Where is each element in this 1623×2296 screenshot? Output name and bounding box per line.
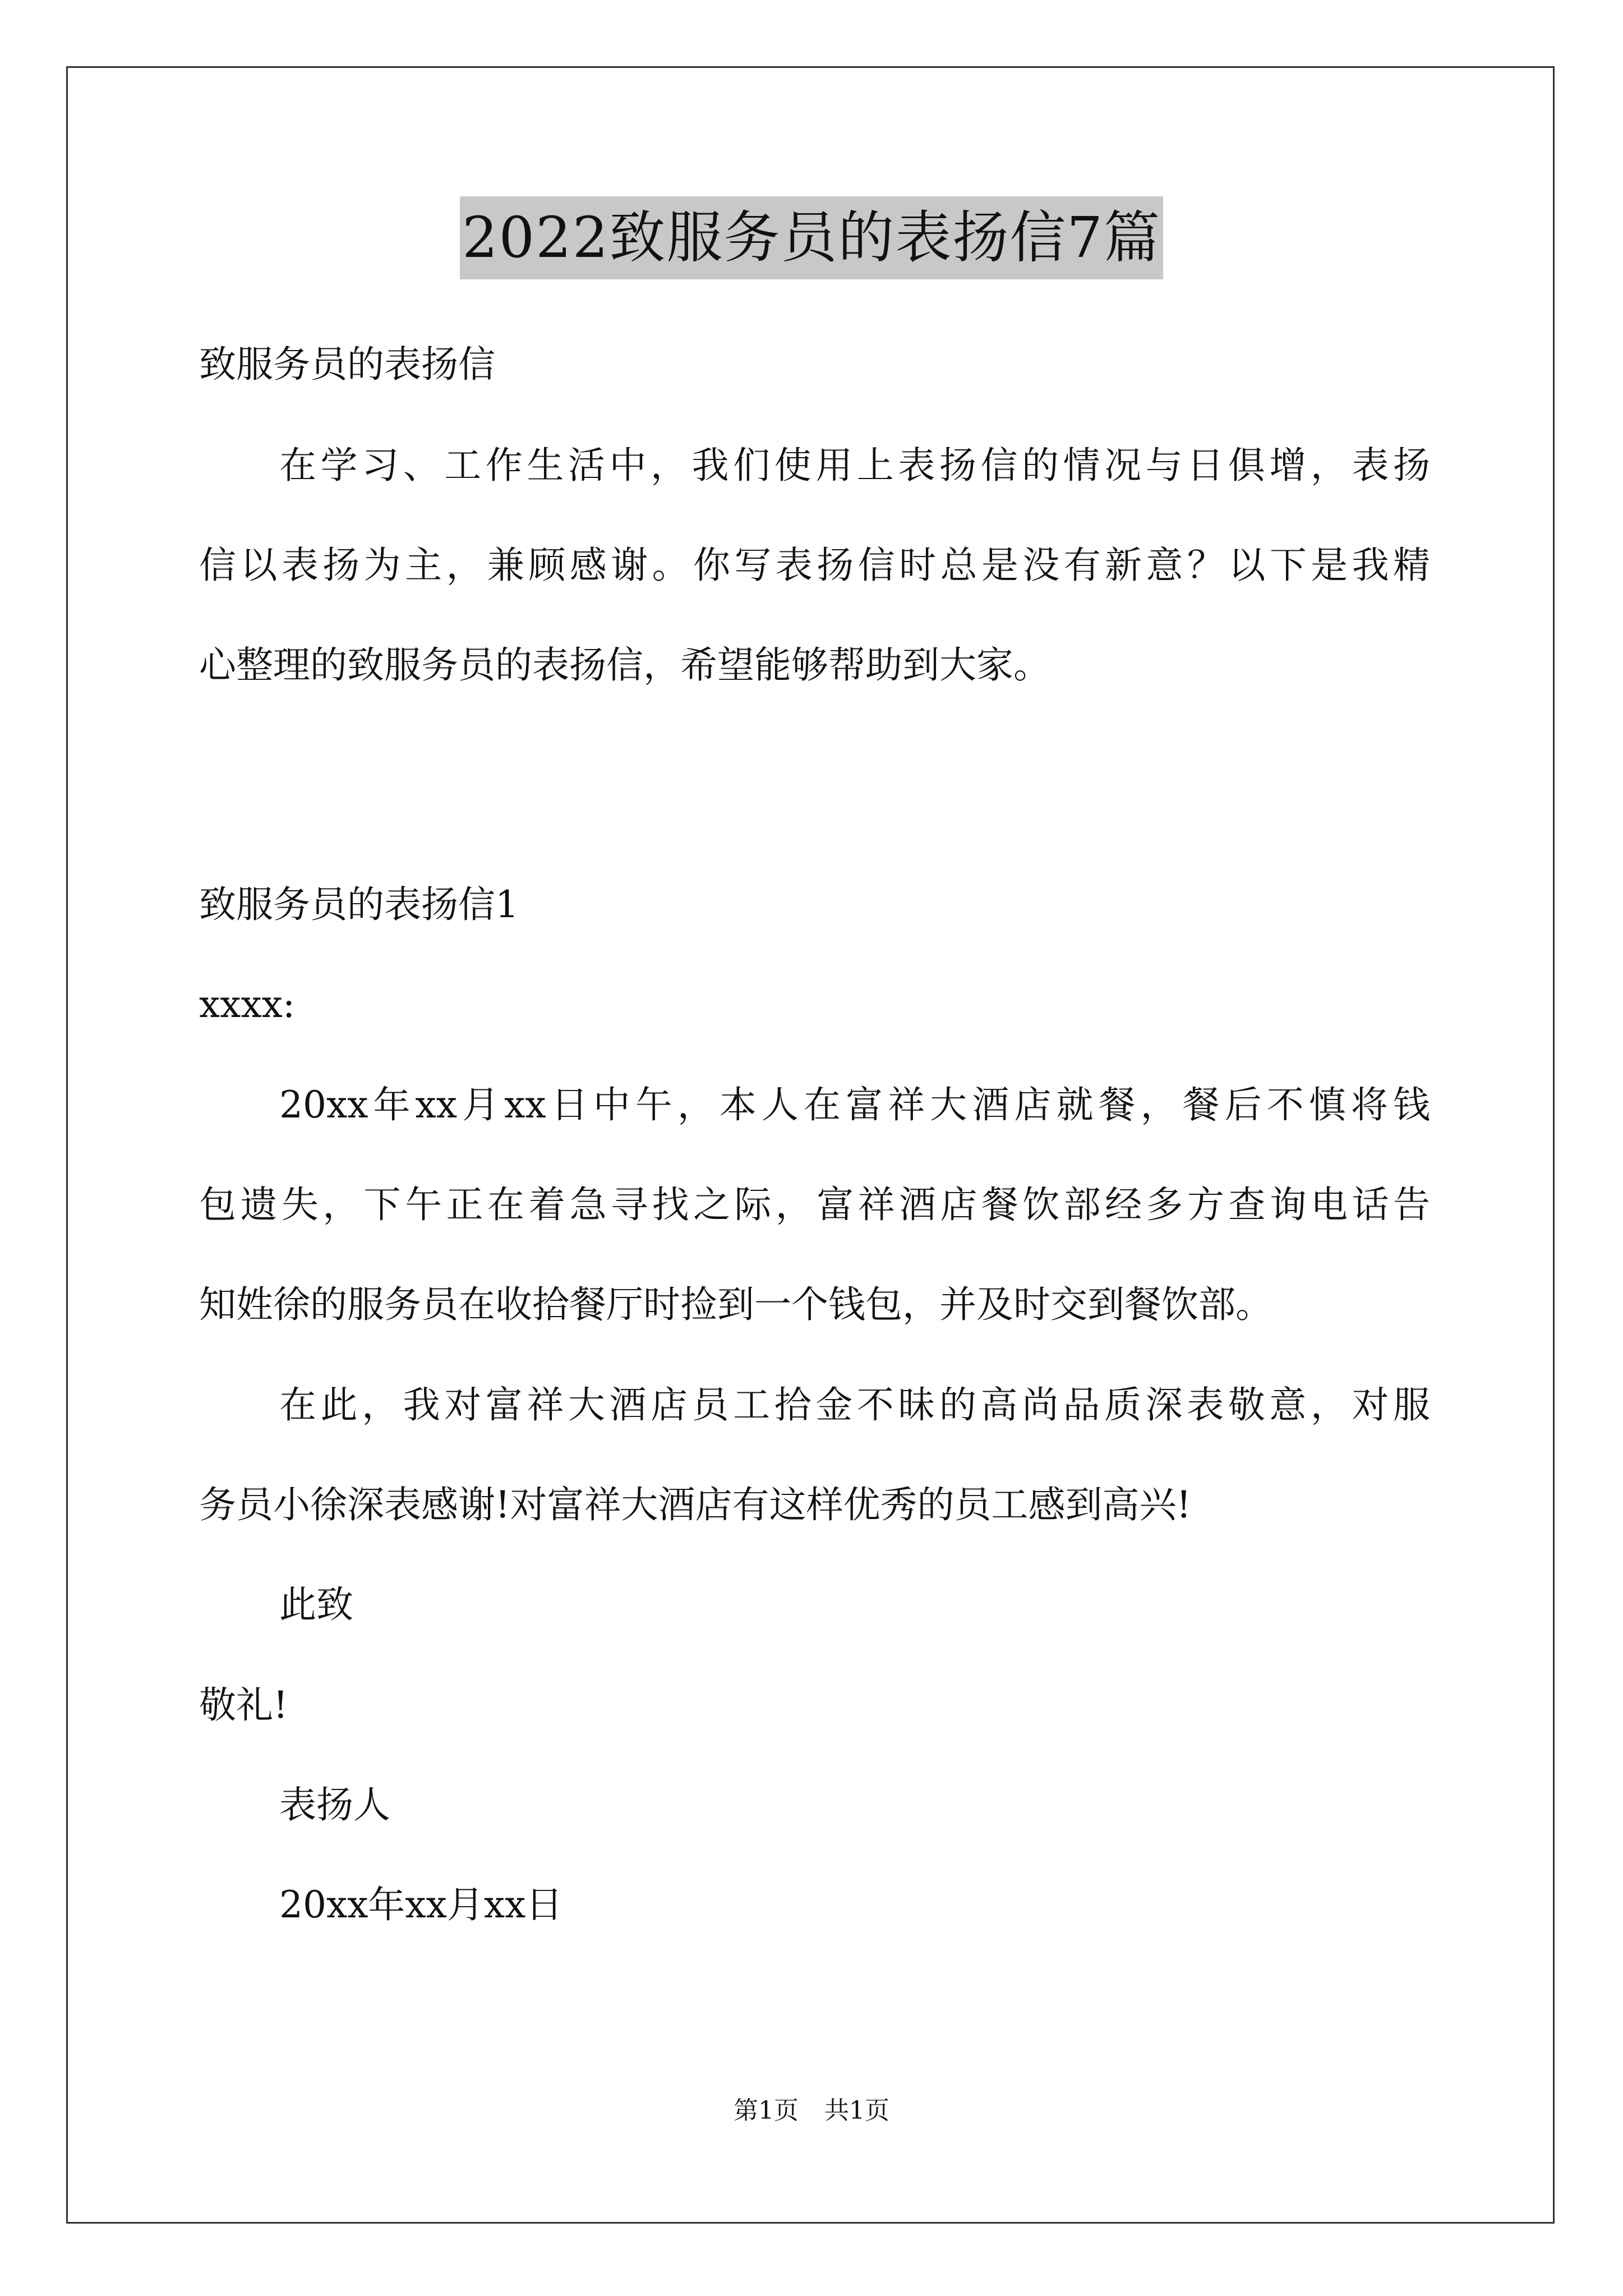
- para2-line-1: 在此，我对富祥大酒店员工拾金不昧的高尚品质深表敬意，对服: [279, 1383, 1430, 1427]
- intro-line-2: 信以表扬为主，兼顾感谢。你写表扬信时总是没有新意？以下是我精: [199, 544, 1430, 587]
- page-footer: [0, 2094, 1623, 2128]
- section-title: 致服务员的表扬信1: [199, 883, 519, 926]
- title-container: [0, 196, 1623, 279]
- para2-line-2: 务员小徐深表感谢!对富祥大酒店有这样优秀的员工感到高兴!: [199, 1483, 1192, 1526]
- document-heading: 致服务员的表扬信: [199, 343, 495, 386]
- salutation: xxxx:: [199, 983, 296, 1026]
- intro-line-1: 在学习、工作生活中，我们使用上表扬信的情况与日俱增，表扬: [279, 444, 1430, 487]
- document-title: 2022致服务员的表扬信7篇: [460, 196, 1163, 279]
- closing: 此致: [279, 1583, 353, 1626]
- para1-line-2: 包遗失，下午正在着急寻找之际，富祥酒店餐饮部经多方查询电话告: [199, 1183, 1430, 1226]
- para1-line-1: 20xx年xx月xx日中午，本人在富祥大酒店就餐，餐后不慎将钱: [279, 1083, 1430, 1126]
- footer-page-total: 共1页: [824, 2096, 889, 2125]
- para1-line-3: 知姓徐的服务员在收拾餐厅时捡到一个钱包，并及时交到餐饮部。: [199, 1283, 1272, 1326]
- regards: 敬礼!: [199, 1683, 288, 1727]
- footer-page-number: 第1页: [734, 2096, 799, 2125]
- date: 20xx年xx月xx日: [279, 1883, 563, 1926]
- intro-line-3: 心整理的致服务员的表扬信，希望能够帮助到大家。: [199, 643, 1050, 687]
- signer: 表扬人: [279, 1783, 390, 1826]
